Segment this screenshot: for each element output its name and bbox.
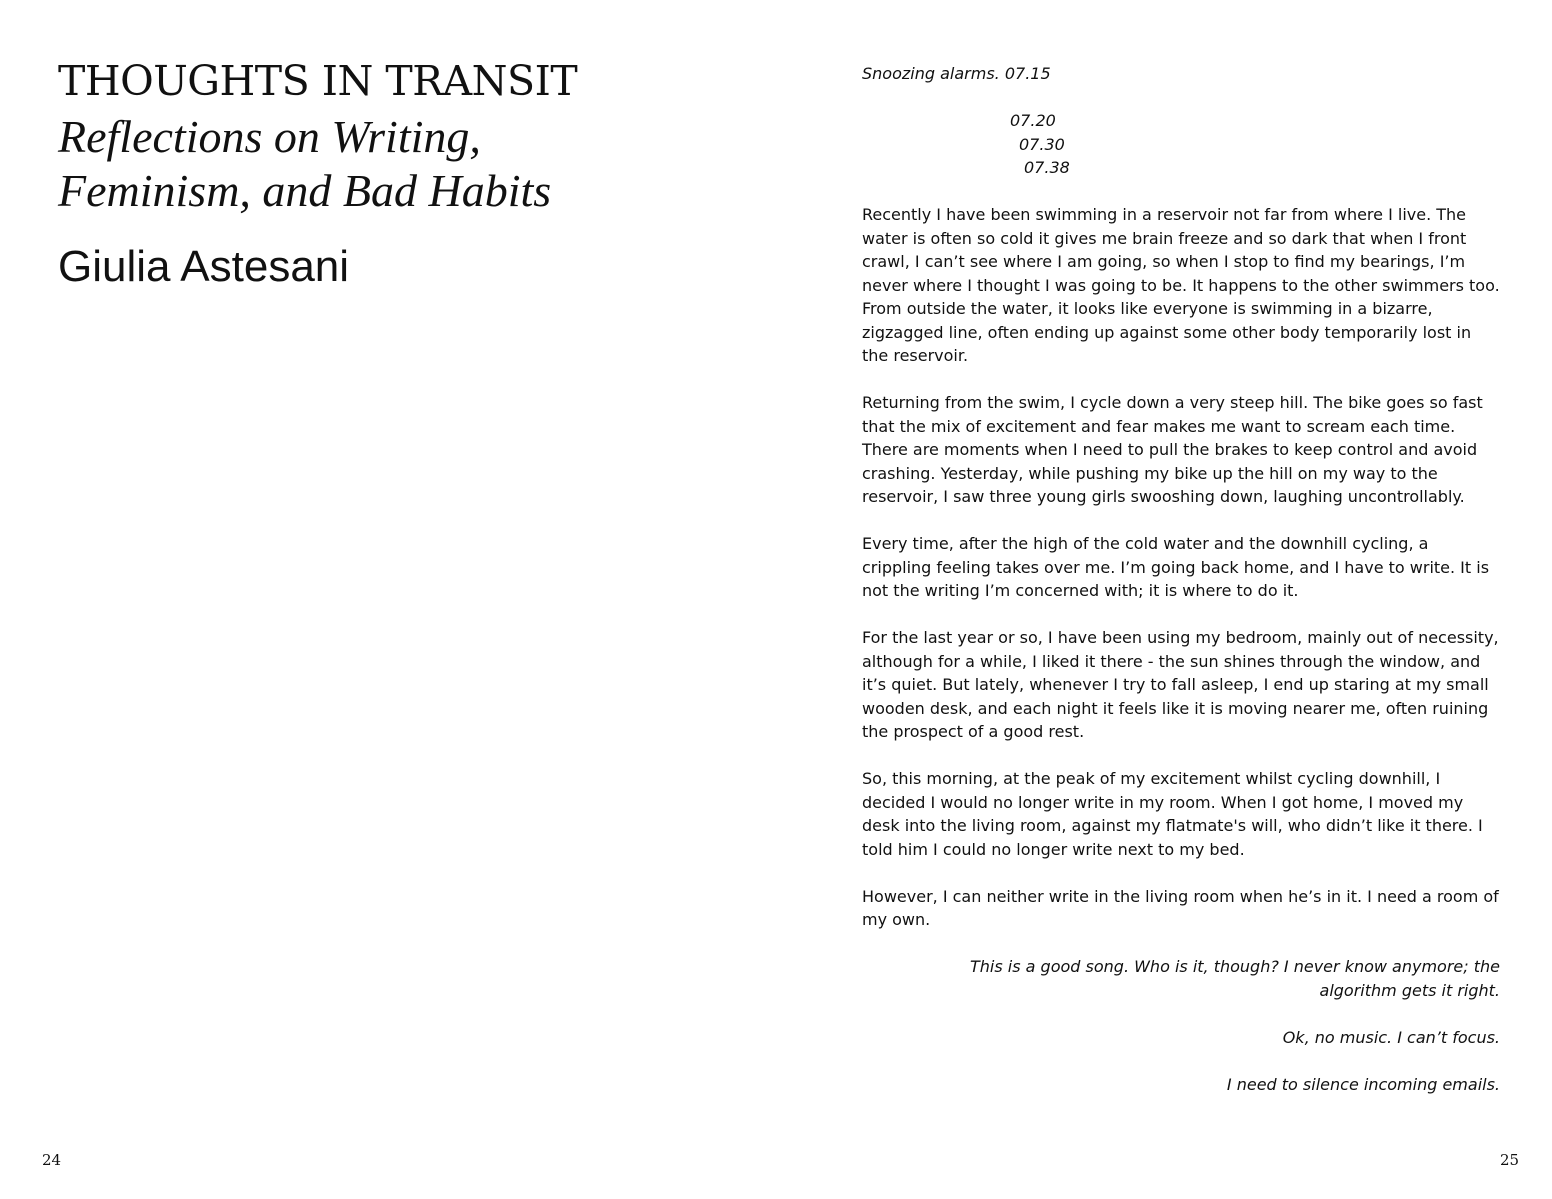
body-paragraph: For the last year or so, I have been using my bedroom, mainly out of necessity, although for a while, I liked it there - the sun shines through the window, and it’s quiet. But lately, whenever I try to fall asleep, I end up staring at my small wooden desk, and each night it feels like it is moving nearer me, often ruining the prospect of a good rest. — [862, 628, 1499, 741]
alarm-time: 07.30 — [1019, 134, 1065, 154]
book-title: THOUGHTS IN TRANSIT — [58, 57, 578, 105]
body-paragraph: However, I can neither write in the living room when he’s in it. I need a room of my own. — [862, 886, 1499, 929]
italic-note: I need to silence incoming emails. — [1226, 1074, 1500, 1094]
italic-note: Ok, no music. I can’t focus. — [1282, 1027, 1500, 1047]
page-number-left: 24 — [42, 1151, 62, 1169]
alarm-time: 07.20 — [1010, 111, 1056, 130]
body-paragraph: So, this morning, at the peak of my excitement whilst cycling downhill, I decided I would no longer write in my room. When I got home, I moved my desk into the living room, against my flatmate's will, who didn’t like it there. I told him I could no longer write next to my bed. — [862, 769, 1483, 859]
right-page — [862, 62, 1500, 1120]
page-number-right: 25 — [1500, 1151, 1520, 1169]
body-paragraph: Every time, after the high of the cold water and the downhill cycling, a crippling feeling takes over me. I’m going back home, and I have to write. It is not the writing I’m concerned with; it is where to do it. — [862, 534, 1490, 600]
alarm-intro: Snoozing alarms. 07.15 — [862, 64, 1051, 83]
alarm-times — [862, 109, 1500, 180]
italic-note: This is a good song. Who is it, though? I never know anymore; the algorithm gets it right. — [970, 957, 1500, 1000]
body-paragraph: Recently I have been swimming in a reservoir not far from where I live. The water is often so cold it gives me brain freeze and so dark that when I front crawl, I can’t see where I am going, so when I stop to find my bearings, I’m never where I thought I was going to be. It happens to the other swimmers too. From outside the water, it looks like everyone is swimming in a bizarre, zigzagged line, often ending up against some other body temporarily lost in the reservoir. — [862, 205, 1500, 365]
alarm-time: 07.38 — [1024, 158, 1070, 177]
book-subtitle: Reflections on Writing, Feminism, and Bad Habits — [58, 111, 552, 216]
author-name: Giulia Astesani — [58, 242, 350, 291]
body-paragraph: Returning from the swim, I cycle down a very steep hill. The bike goes so fast that the mix of excitement and fear makes me want to scream each time. There are moments when I need to pull the brakes to keep control and avoid crashing. Yesterday, while pushing my bike up the hill on my way to the reservoir, I saw three young girls swooshing down, laughing uncontrollably. — [862, 393, 1483, 506]
